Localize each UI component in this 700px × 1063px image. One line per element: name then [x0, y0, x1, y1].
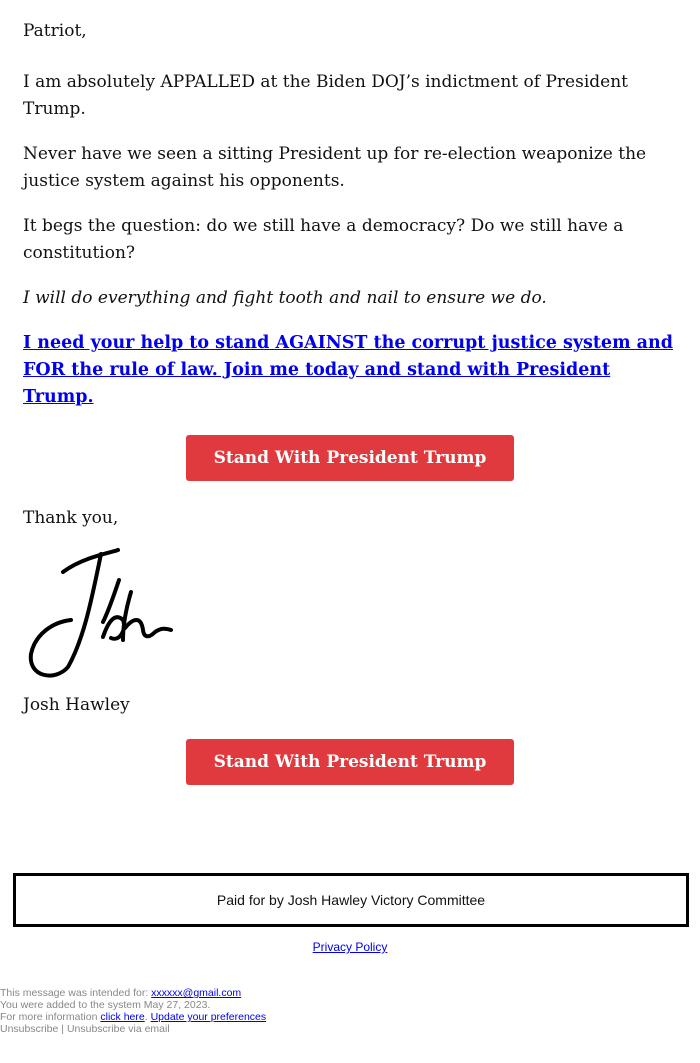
paid-for-disclaimer: Paid for by Josh Hawley Victory Committee: [13, 873, 689, 927]
paragraph-2: Never have we seen a sitting President up for re-election weaponize the justice system against his opponents.: [23, 144, 647, 191]
email-body: [23, 18, 683, 785]
unsubscribe-link[interactable]: Unsubscribe: [0, 1023, 59, 1035]
greeting: Patriot,: [23, 21, 87, 41]
privacy-policy-link[interactable]: Privacy Policy: [312, 940, 388, 954]
paragraph-3: It begs the question: do we still have a democracy? Do we still have a constitution?: [23, 216, 624, 263]
more-info-line: [0, 1011, 266, 1023]
unsubscribe-via-email-link[interactable]: Unsubscribe via email: [66, 1023, 170, 1035]
stand-with-trump-button-1[interactable]: Stand With President Trump: [186, 435, 514, 481]
unsubscribe-line: [0, 1023, 266, 1035]
click-here-link[interactable]: click here: [100, 1011, 145, 1023]
closing: Thank you,: [23, 508, 119, 528]
update-preferences-link[interactable]: Update your preferences: [150, 1011, 267, 1023]
sender-name: Josh Hawley: [23, 695, 130, 715]
intended-for-label: This message was intended for:: [0, 987, 149, 999]
intended-for-line: [0, 987, 266, 999]
fine-print: [0, 987, 266, 1035]
intended-for-email-link[interactable]: xxxxxx@gmail.com: [151, 987, 242, 999]
signature-image: [23, 542, 193, 682]
comma-separator: .: [144, 1011, 151, 1023]
button-wrap-2: [23, 739, 677, 785]
paragraph-1: I am absolutely APPALLED at the Biden DOJ’s indictment of President Trump.: [23, 72, 628, 119]
cta-link[interactable]: I need your help to stand AGAINST the corrupt justice system and FOR the rule of law. Join me today and stand with President Trump.: [23, 333, 673, 407]
pipe-separator: |: [61, 1023, 67, 1035]
more-info-label: For more information: [0, 1011, 98, 1023]
italic-line: I will do everything and fight tooth and nail to ensure we do.: [23, 288, 547, 308]
added-date-line: You were added to the system May 27, 2023.: [0, 999, 211, 1011]
privacy-policy-row: [0, 940, 700, 954]
button-wrap-1: [23, 435, 677, 481]
stand-with-trump-button-2[interactable]: Stand With President Trump: [186, 739, 514, 785]
